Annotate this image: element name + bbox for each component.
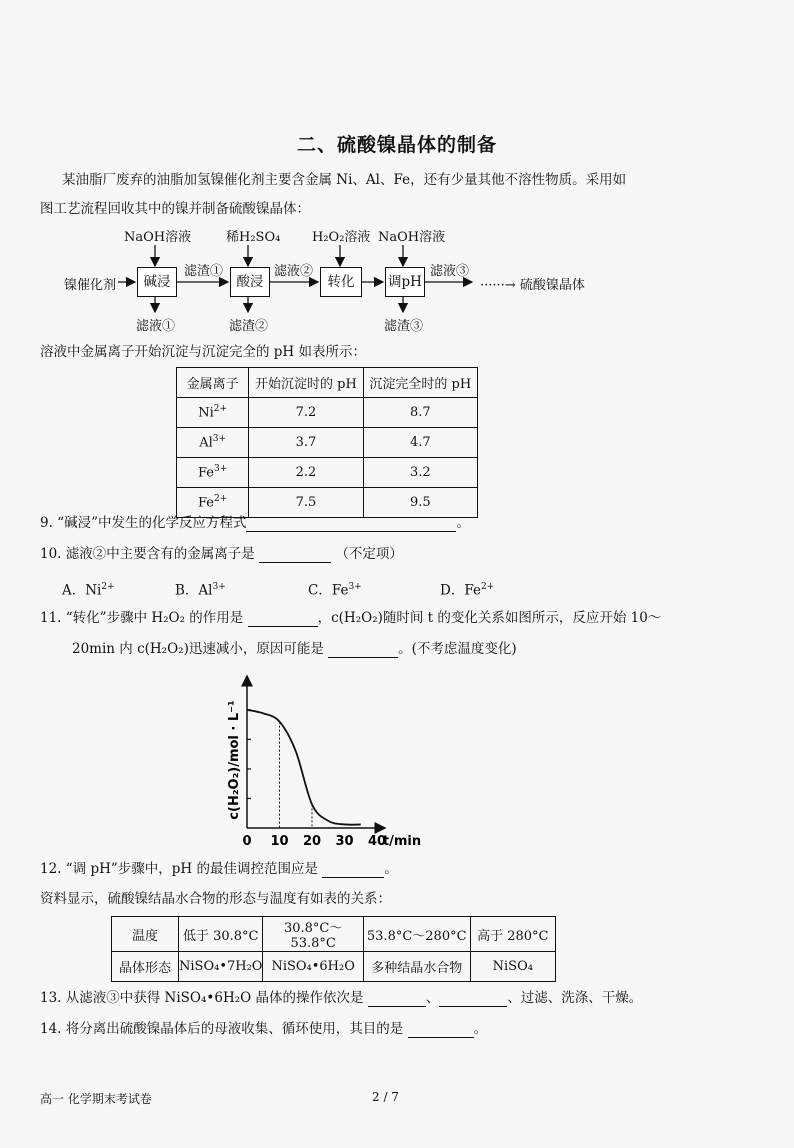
intro-line-2: 图工艺流程回收其中的镍并制备硫酸镍晶体： bbox=[40, 201, 310, 217]
flow-residue-3: 滤渣③ bbox=[384, 319, 424, 334]
concentration-curve bbox=[247, 710, 361, 825]
table-cell: 低于 30.8°C bbox=[179, 917, 263, 952]
flow-box-acid-leach: 酸浸 bbox=[230, 267, 270, 297]
table-row bbox=[177, 398, 478, 428]
precipitation-ph-table bbox=[176, 367, 478, 518]
ion-cell: $Fe^{3+}$ bbox=[177, 458, 249, 488]
answer-blank[interactable] bbox=[328, 643, 398, 658]
table-header-cell: 金属离子 bbox=[177, 368, 249, 398]
table-cell: NiSO₄ bbox=[470, 952, 555, 982]
q10-option-c: C．$Fe^{3+}$ bbox=[308, 582, 362, 599]
question-12: 12. “调 pH”步骤中，pH 的最佳调控范围应是 。 bbox=[40, 861, 398, 877]
section-title: 二、硫酸镍晶体的制备 bbox=[296, 134, 497, 156]
table-row bbox=[112, 952, 556, 982]
table-cell: 高于 280°C bbox=[470, 917, 555, 952]
answer-blank[interactable] bbox=[439, 992, 507, 1007]
x-tick-label: 20 bbox=[302, 834, 322, 849]
flow-residue-2: 滤渣② bbox=[229, 319, 269, 334]
ion-cell: $Al^{3+}$ bbox=[177, 428, 249, 458]
flow-reagent-naoh-2: NaOH溶液 bbox=[378, 230, 446, 245]
x-tick-label: 30 bbox=[335, 834, 354, 849]
x-tick-label: 10 bbox=[270, 834, 289, 849]
flow-reagent-h2so4: 稀H₂SO₄ bbox=[226, 230, 281, 245]
x-axis-label: t/min bbox=[382, 834, 422, 849]
answer-blank[interactable] bbox=[322, 863, 384, 878]
table-cell: 3.2 bbox=[363, 458, 477, 488]
table-row bbox=[112, 917, 556, 952]
flow-residue-1: 滤渣① bbox=[184, 264, 224, 279]
table-row bbox=[177, 458, 478, 488]
x-axis-ticks bbox=[242, 834, 386, 849]
answer-blank[interactable] bbox=[368, 992, 426, 1007]
x-tick-label: 0 bbox=[242, 834, 252, 849]
question-10: 10. 滤液②中主要含有的金属离子是 （不定项） bbox=[40, 546, 403, 562]
answer-blank[interactable] bbox=[259, 548, 331, 563]
table-header-cell: 沉淀完全时的 pH bbox=[363, 368, 477, 398]
table-cell: 7.5 bbox=[249, 488, 363, 518]
table-cell: 9.5 bbox=[363, 488, 477, 518]
question-9: 9. “碱浸”中发生的化学反应方程式 。 bbox=[40, 515, 470, 531]
ion-cell: $Fe^{2+}$ bbox=[177, 488, 249, 518]
footer-exam-name: 高一 化学期末考试卷 bbox=[40, 1092, 152, 1106]
y-axis-label: c(H₂O₂)/mol · L⁻¹ bbox=[227, 700, 242, 820]
table-cell: NiSO₄•7H₂O bbox=[179, 952, 263, 982]
answer-blank[interactable] bbox=[408, 1023, 474, 1038]
x-tick-label: 40 bbox=[367, 834, 387, 849]
table-cell: 8.7 bbox=[363, 398, 477, 428]
table-row bbox=[177, 428, 478, 458]
q10-option-b: B．$Al^{3+}$ bbox=[175, 582, 226, 599]
crystal-form-table bbox=[111, 916, 556, 982]
table-cell: 晶体形态 bbox=[112, 952, 179, 982]
table2-caption: 资料显示，硫酸镍结晶水合物的形态与温度有如表的关系： bbox=[40, 891, 391, 907]
table-cell: 53.8°C～280°C bbox=[363, 917, 470, 952]
answer-blank[interactable] bbox=[246, 517, 456, 532]
question-11-line-2: 20min 内 c(H₂O₂)迅速减小，原因可能是 。(不考虑温度变化) bbox=[72, 641, 517, 657]
answer-blank[interactable] bbox=[248, 612, 318, 627]
table-cell: 30.8°C～53.8°C bbox=[263, 917, 363, 952]
flow-reagent-naoh-1: NaOH溶液 bbox=[124, 230, 192, 245]
flow-filtrate-2: 滤液② bbox=[274, 264, 314, 279]
table-cell: 温度 bbox=[112, 917, 179, 952]
q10-option-d: D．$Fe^{2+}$ bbox=[440, 582, 495, 599]
footer-page-number: 2 / 7 bbox=[372, 1090, 399, 1104]
table-row bbox=[177, 488, 478, 518]
flow-box-conversion: 转化 bbox=[320, 267, 362, 297]
table1-caption: 溶液中金属离子开始沉淀与沉淀完全的 pH 如表所示： bbox=[40, 344, 366, 360]
table-cell: 3.7 bbox=[249, 428, 363, 458]
flow-filtrate-1: 滤液① bbox=[136, 319, 176, 334]
question-11-line-1: 11. “转化”步骤中 H₂O₂ 的作用是 ，c(H₂O₂)随时间 t 的变化关系如图所示，反应开始 10～ bbox=[40, 610, 662, 626]
flow-reagent-h2o2: H₂O₂溶液 bbox=[312, 230, 371, 245]
table-header-row bbox=[177, 368, 478, 398]
table-cell: 4.7 bbox=[363, 428, 477, 458]
question-13: 13. 从滤液③中获得 NiSO₄•6H₂O 晶体的操作依次是 、 、过滤、洗涤、干燥。 bbox=[40, 990, 643, 1006]
flow-start-label: 镍催化剂 bbox=[64, 278, 117, 293]
table-header-cell: 开始沉淀时的 pH bbox=[249, 368, 363, 398]
table-cell: NiSO₄•6H₂O bbox=[263, 952, 363, 982]
table-cell: 多种结晶水合物 bbox=[363, 952, 470, 982]
flow-box-adjust-ph: 调pH bbox=[385, 267, 425, 297]
ion-cell: $Ni^{2+}$ bbox=[177, 398, 249, 428]
table-cell: 2.2 bbox=[249, 458, 363, 488]
table-cell: 7.2 bbox=[249, 398, 363, 428]
q10-option-a: A．$Ni^{2+}$ bbox=[62, 582, 115, 599]
h2o2-concentration-graph bbox=[210, 668, 450, 853]
flow-box-alkali-leach: 碱浸 bbox=[137, 267, 177, 297]
intro-line-1: 某油脂厂废弃的油脂加氢镍催化剂主要含金属 Ni、Al、Fe，还有少量其他不溶性物质。采用如 bbox=[62, 172, 627, 188]
question-14: 14. 将分离出硫酸镍晶体后的母液收集、循环使用，其目的是 。 bbox=[40, 1021, 488, 1037]
flow-filtrate-3: 滤液③ bbox=[430, 264, 470, 279]
flow-end-label: ······→ 硫酸镍晶体 bbox=[480, 278, 585, 293]
